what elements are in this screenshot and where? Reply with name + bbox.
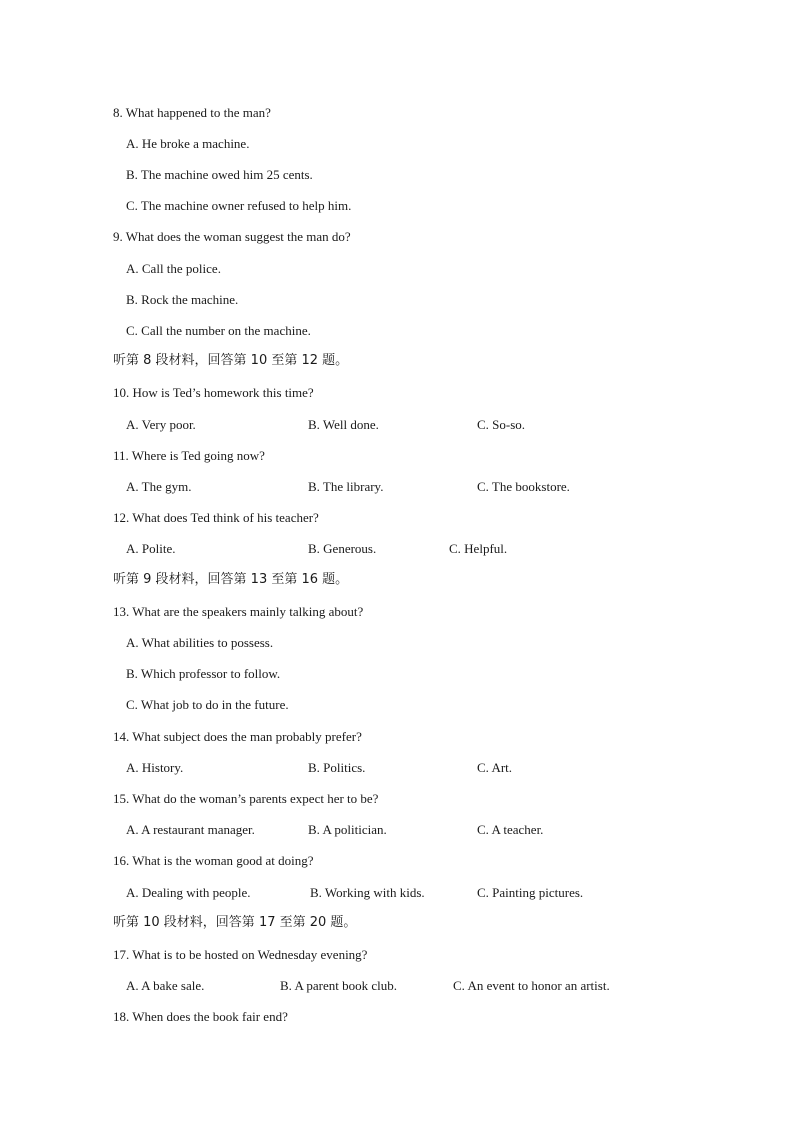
question-8: 8. What happened to the man?	[113, 105, 271, 120]
q12-option-c: C. Helpful.	[449, 541, 508, 556]
q13-option-b: B. Which professor to follow.	[126, 666, 281, 681]
section-heading-8: 听第 8 段材料，回答第 10 至第 12 题。	[113, 353, 349, 368]
question-10: 10. How is Ted’s homework this time?	[113, 385, 314, 400]
q8-option-b: B. The machine owed him 25 cents.	[126, 167, 313, 182]
q8-option-c: C. The machine owner refused to help him.	[126, 198, 352, 213]
question-14: 14. What subject does the man probably prefer?	[113, 729, 362, 744]
q10-option-c: C. So-so.	[477, 417, 526, 432]
q12-option-b: B. Generous.	[308, 541, 377, 556]
q17-option-c: C. An event to honor an artist.	[453, 978, 610, 993]
q15-option-c: C. A teacher.	[477, 822, 544, 837]
q15-option-a: A. A restaurant manager.	[126, 822, 255, 837]
q17-option-b: B. A parent book club.	[280, 978, 397, 993]
q11-option-a: A. The gym.	[126, 479, 192, 494]
q10-option-a: A. Very poor.	[126, 417, 196, 432]
q10-option-b: B. Well done.	[308, 417, 379, 432]
question-9: 9. What does the woman suggest the man do?	[113, 229, 351, 244]
question-17: 17. What is to be hosted on Wednesday evening?	[113, 947, 368, 962]
section-heading-10: 听第 10 段材料，回答第 17 至第 20 题。	[113, 915, 357, 930]
question-18: 18. When does the book fair end?	[113, 1009, 288, 1024]
q17-option-a: A. A bake sale.	[126, 978, 205, 993]
question-13: 13. What are the speakers mainly talking about?	[113, 604, 364, 619]
q11-option-b: B. The library.	[308, 479, 384, 494]
section-heading-9: 听第 9 段材料，回答第 13 至第 16 题。	[113, 572, 349, 587]
question-15: 15. What do the woman’s parents expect her to be?	[113, 791, 379, 806]
question-12: 12. What does Ted think of his teacher?	[113, 510, 319, 525]
q13-option-c: C. What job to do in the future.	[126, 697, 289, 712]
q12-option-a: A. Polite.	[126, 541, 176, 556]
q9-option-c: C. Call the number on the machine.	[126, 323, 311, 338]
question-16: 16. What is the woman good at doing?	[113, 853, 314, 868]
question-11: 11. Where is Ted going now?	[113, 448, 265, 463]
q14-option-c: C. Art.	[477, 760, 513, 775]
q16-option-a: A. Dealing with people.	[126, 885, 251, 900]
q9-option-b: B. Rock the machine.	[126, 292, 239, 307]
q9-option-a: A. Call the police.	[126, 261, 221, 276]
q14-option-b: B. Politics.	[308, 760, 366, 775]
q16-option-b: B. Working with kids.	[310, 885, 425, 900]
q15-option-b: B. A politician.	[308, 822, 387, 837]
q14-option-a: A. History.	[126, 760, 184, 775]
q8-option-a: A. He broke a machine.	[126, 136, 250, 151]
q13-option-a: A. What abilities to possess.	[126, 635, 274, 650]
q11-option-c: C. The bookstore.	[477, 479, 570, 494]
q16-option-c: C. Painting pictures.	[477, 885, 584, 900]
